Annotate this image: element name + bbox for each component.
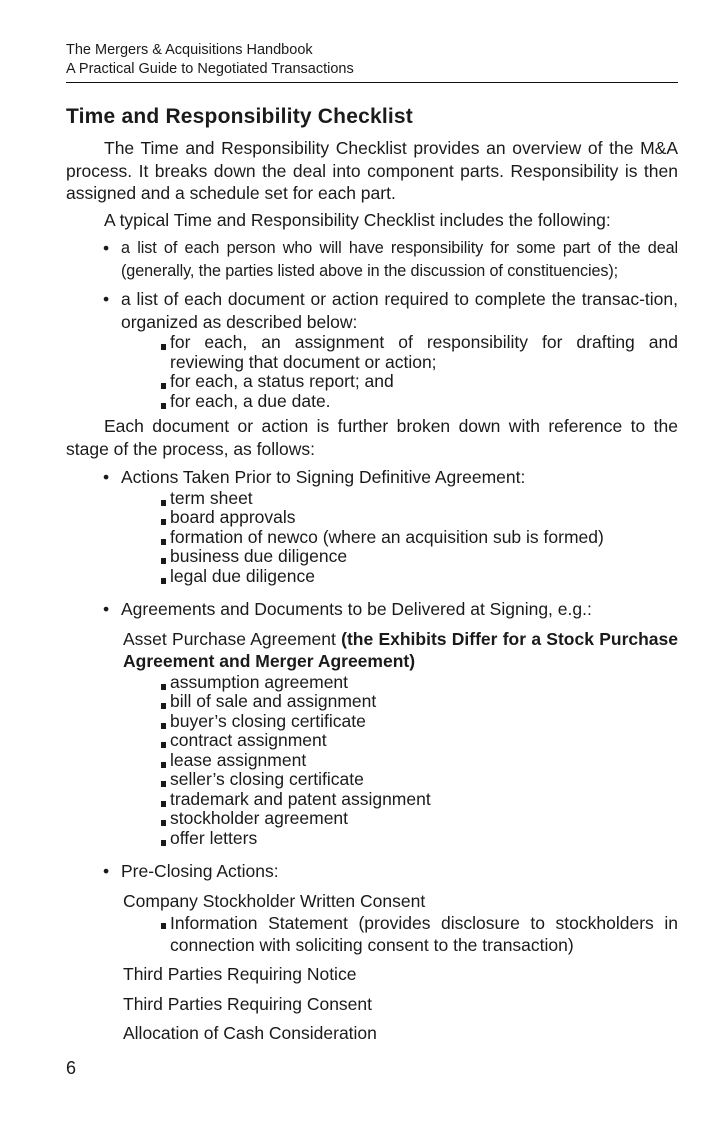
apa-note: (the Exhibits Differ for a Stock Purchase Agreement and Merger Agreement)	[123, 628, 679, 671]
sub-item: for each, a status report; and	[66, 372, 678, 392]
sub-item: contract assignment	[66, 731, 678, 751]
body-text	[66, 137, 678, 1045]
stage-label: Actions Taken Prior to Signing Definitive Agreement:	[121, 467, 526, 487]
sub-item: legal due diligence	[66, 567, 678, 587]
square-bullet-icon	[161, 539, 166, 545]
intro-paragraph: The Time and Responsibility Checklist provides an overview of the M&A process. It breaks down the deal into component parts. Responsibility is then assigned and a schedule set for each part.	[66, 138, 678, 203]
sub-item: board approvals	[66, 508, 678, 528]
square-bullet-icon	[161, 762, 166, 768]
square-bullet-icon	[161, 578, 166, 584]
sub-item: seller’s closing certificate	[66, 770, 678, 790]
list-item	[66, 288, 678, 333]
square-bullet-icon	[161, 684, 166, 690]
square-bullet-icon	[161, 840, 166, 846]
page-number: 6	[66, 1058, 77, 1078]
sub-item: formation of newco (where an acquisition sub is formed)	[66, 528, 678, 548]
list-item	[66, 598, 678, 621]
book-subtitle: A Practical Guide to Negotiated Transactions	[66, 61, 354, 77]
stage-lead: Each document or action is further broken down with reference to the stage of the process, as follows:	[66, 416, 678, 459]
square-bullet-icon	[161, 519, 166, 525]
section-title: Time and Responsibility Checklist	[66, 105, 413, 128]
sub-item: offer letters	[66, 829, 678, 849]
square-bullet-icon	[161, 403, 166, 409]
sub-item: business due diligence	[66, 547, 678, 567]
list-item	[66, 237, 678, 282]
square-bullet-icon	[161, 781, 166, 787]
square-bullet-icon	[161, 344, 166, 350]
book-title: The Mergers & Acquisitions Handbook	[66, 42, 313, 58]
sub-item: assumption agreement	[66, 673, 678, 693]
bullet-icon: •	[103, 289, 110, 309]
bullet-icon: •	[103, 467, 110, 487]
square-bullet-icon	[161, 723, 166, 729]
allocation-heading: Allocation of Cash Consideration	[123, 1023, 377, 1043]
sub-item: stockholder agreement	[66, 809, 678, 829]
square-bullet-icon	[161, 742, 166, 748]
square-bullet-icon	[161, 383, 166, 389]
square-bullet-icon	[161, 923, 166, 929]
sub-item: for each, an assignment of responsibility for drafting and reviewing that document or action;	[66, 333, 678, 372]
third-consent-heading: Third Parties Requiring Consent	[123, 993, 373, 1014]
bullet-icon: •	[103, 599, 110, 619]
square-bullet-icon	[161, 703, 166, 709]
square-bullet-icon	[161, 500, 166, 506]
square-bullet-icon	[161, 820, 166, 826]
sub-item: buyer’s closing certificate	[66, 712, 678, 732]
sub-item: lease assignment	[66, 751, 678, 771]
list-item	[66, 860, 678, 883]
list-item-text: a list of each document or action required to complete the transac-tion, organized as described below:	[121, 289, 678, 332]
consent-heading: Company Stockholder Written Consent	[123, 890, 426, 911]
includes-lead: A typical Time and Responsibility Checklist includes the following:	[104, 209, 611, 230]
running-head	[66, 41, 354, 79]
list-item	[66, 466, 678, 489]
stage-label: Pre-Closing Actions:	[121, 861, 279, 881]
notice-heading: Third Parties Requiring Notice	[123, 964, 357, 984]
apa-heading: Asset Purchase Agreement (the Exhibits Differ for a Stock Purchase Agreement and Merger Agreement)	[123, 628, 679, 671]
list-item-text: a list of each person who will have responsibility for some part of the deal (generally, the parties listed above in the discussion of constituencies);	[121, 239, 678, 280]
square-bullet-icon	[161, 801, 166, 807]
sub-item: bill of sale and assignment	[66, 692, 678, 712]
header-rule	[66, 82, 678, 83]
square-bullet-icon	[161, 558, 166, 564]
stage-label: Agreements and Documents to be Delivered at Signing, e.g.:	[121, 599, 592, 619]
sub-item: trademark and patent assignment	[66, 790, 678, 810]
sub-item: term sheet	[66, 489, 678, 509]
sub-item: Information Statement (provides disclosure to stockholders in connection with soliciting consent to the transaction)	[66, 912, 678, 956]
bullet-icon: •	[103, 861, 110, 881]
bullet-icon: •	[103, 238, 110, 258]
sub-item: for each, a due date.	[66, 392, 678, 412]
